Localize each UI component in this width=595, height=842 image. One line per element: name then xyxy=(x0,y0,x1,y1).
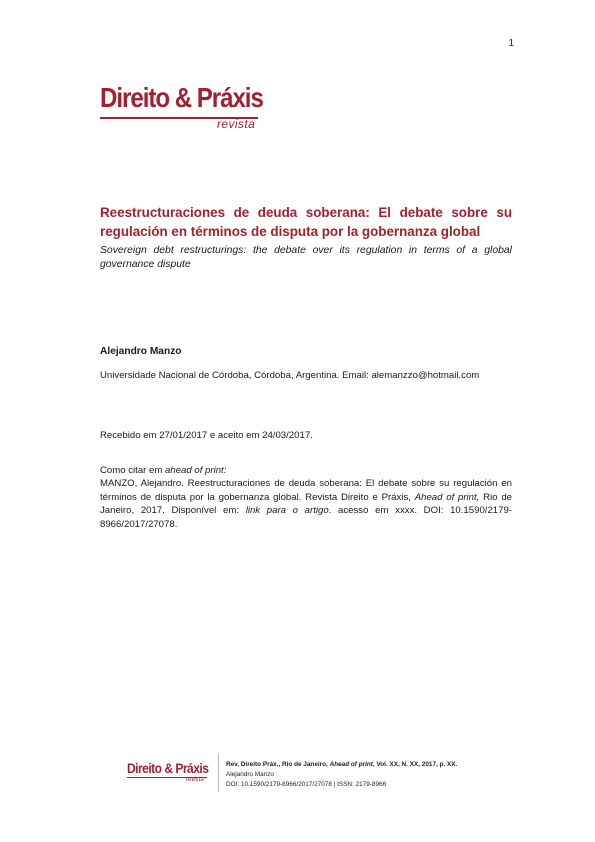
citation-text xyxy=(100,477,512,531)
footer-journal-reference xyxy=(226,760,526,770)
citation-part5: . acesso em xxxx. DOI: 10.1590/2179-8966/2017/27078. xyxy=(100,505,512,530)
citation-part3: Rio de Janeiro, 2017. Disponível em: xyxy=(100,491,512,517)
footer-author: Alejandro Manzo xyxy=(226,771,274,778)
citation-label-italic: ahead of print: xyxy=(165,465,227,476)
author-affiliation: Universidade Nacional de Córdoba, Córdoba, Argentina. Email: alemanzzo@hotmail.com xyxy=(100,370,480,381)
footer-journal-logo-subtitle: revista xyxy=(186,777,204,783)
author-name: Alejandro Manzo xyxy=(100,346,182,357)
footer-info xyxy=(226,760,526,790)
article-title: Reestructuraciones de deuda soberana: El debate sobre su regulación en términos de disputa por la gobernanza global xyxy=(100,205,512,239)
footer-journal-logo: Direito & Práxis xyxy=(127,760,209,776)
footer-ref-a: Rev. Direito Práx., Rio de Janeiro, xyxy=(226,761,330,768)
footer-doi-issn: DOI: 10.1590/2179-8966/2017/27078 | ISSN: 2179-8966 xyxy=(226,781,387,788)
footer-ref-italic: Ahead of print xyxy=(329,761,373,768)
citation-label-prefix: Como citar em xyxy=(100,465,166,476)
received-accepted-dates: Recebido em 27/01/2017 e aceito em 24/03/2017. xyxy=(100,430,313,441)
citation-ahead-of-print: Ahead of print, xyxy=(414,491,480,503)
article-subtitle-english: Sovereign debt restructurings: the debate over its regulation in terms of a global governance dispute xyxy=(100,245,512,270)
citation-link-placeholder: link para o artigo xyxy=(245,505,329,517)
citation-part1: MANZO, Alejandro. Reestructuraciones de deuda soberana: El debate sobre su regulación en términos de disputa por la gobernanza global. Revista Direito e Práxis, xyxy=(100,478,512,503)
journal-logo-subtitle: revista xyxy=(217,117,256,131)
citation-label xyxy=(100,465,226,476)
footer-ref-b: , Vol. XX, N. XX, 2017, p. XX. xyxy=(372,761,458,768)
footer-divider xyxy=(218,754,219,792)
journal-logo: Direito & Práxis xyxy=(100,82,263,113)
page-number: 1 xyxy=(508,38,514,49)
